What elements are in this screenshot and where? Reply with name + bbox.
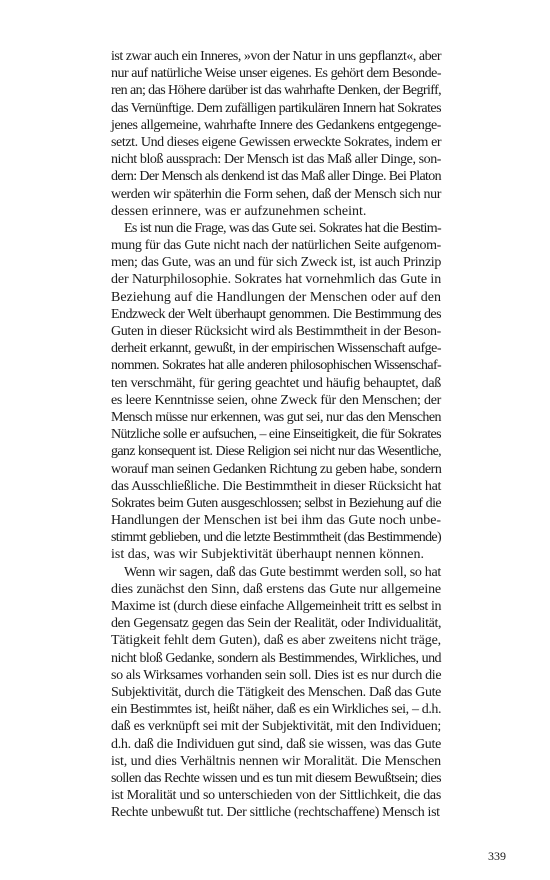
text-line: Wenn wir sagen, daß das Gute bestimmt werden soll, so hat xyxy=(124,564,441,580)
text-line: mung für das Gute nicht nach der natürlichen Seite aufgenom- xyxy=(111,238,441,254)
text-line: ist das, was wir Subjektivität überhaupt nennen können. xyxy=(111,547,424,563)
text-line: Nützliche solle er aufsuchen, – eine Einseitigkeit, die für Sokrates xyxy=(111,427,441,443)
text-line: ein Bestimmtes ist, heißt näher, daß es ein Wirkliches sei, – d.h. xyxy=(111,702,441,718)
paragraph xyxy=(111,564,441,822)
text-line: Subjektivität, durch die Tätigkeit des Menschen. Daß das Gute xyxy=(111,684,441,700)
text-line: setzt. Und dieses eigene Gewissen erweckte Sokrates, indem er xyxy=(111,134,442,150)
text-line: werden wir späterhin die Form sehen, daß der Mensch sich nur xyxy=(111,186,441,202)
paragraph xyxy=(111,220,441,564)
text-line: ganz konsequent ist. Diese Religion sei nicht nur das Wesentliche, xyxy=(111,444,441,460)
text-line: d.h. daß die Individuen gut sind, daß sie wissen, was das Gute xyxy=(111,736,441,752)
text-line: Tätigkeit fehlt dem Guten), daß es aber zweitens nicht träge, xyxy=(111,633,441,649)
text-line: der Naturphilosophie. Sokrates hat vornehmlich das Gute in xyxy=(111,272,442,288)
text-line: ten verschmäht, für gering geachtet und häufig behauptet, daß xyxy=(111,375,441,391)
text-line: stimmt geblieben, und die letzte Bestimmtheit (das Bestimmende) xyxy=(111,530,441,546)
text-line: Mensch müsse nur erkennen, was gut sei, nur das den Menschen xyxy=(111,409,441,425)
text-line: den Gegensatz gegen das Sein der Realität, oder Individualität, xyxy=(111,616,442,632)
text-line: Guten in dieser Rücksicht wird als Bestimmtheit in der Beson- xyxy=(111,324,441,339)
text-line: ren an; das Höhere darüber ist das wahrhafte Denken, der Begriff, xyxy=(111,83,442,99)
text-line: sollen das Rechte wissen und es tun mit diesem Bewußtsein; dies xyxy=(111,770,441,786)
text-line: Maxime ist (durch diese einfache Allgemeinheit tritt es selbst in xyxy=(111,599,441,614)
text-line: Handlungen der Menschen ist bei ihm das Gute noch unbe- xyxy=(111,513,441,529)
text-line: so als Wirksames vorhanden sein soll. Dies ist es nur durch die xyxy=(111,667,442,683)
text-line: daß es verknüpft sei mit der Subjektivität, mit den Individuen; xyxy=(111,719,441,735)
text-line: derheit erkannt, gewußt, in der empirischen Wissenschaft aufge- xyxy=(111,341,441,357)
text-line: ist Moralität und so unterschieden von der Sittlichkeit, die das xyxy=(111,788,441,804)
text-line: das Vernünftige. Dem zufälligen partikulären Innern hat Sokrates xyxy=(111,100,441,116)
text-line: worauf man seinen Gedanken Richtung zu geben habe, sondern xyxy=(111,461,442,477)
text-line: dies zunächst den Sinn, daß erstens das Gute nur allgemeine xyxy=(111,581,441,597)
text-line: dessen erinnere, was er aufzunehmen scheint. xyxy=(111,203,367,219)
text-line: nommen. Sokrates hat alle anderen philosophischen Wissenschaf- xyxy=(111,358,441,374)
text-line: Rechte unbewußt tut. Der sittliche (rechtschaffene) Mensch ist xyxy=(111,805,440,821)
body-text xyxy=(111,48,441,821)
text-line: jenes allgemeine, wahrhafte Innere des Gedankens entgegenge- xyxy=(111,117,441,133)
text-line: nur auf natürliche Weise unser eigenes. Es gehört dem Besonde- xyxy=(111,66,441,82)
text-line: nicht bloß aussprach: Der Mensch ist das Maß aller Dinge, son- xyxy=(111,152,441,168)
text-line: ist zwar auch ein Inneres, »von der Natur in uns gepflanzt«, aber xyxy=(111,49,441,64)
text-line: ist, und dies Verhältnis nennen wir Moralität. Die Menschen xyxy=(111,753,441,769)
text-line: Beziehung auf die Handlungen der Menschen oder auf den xyxy=(111,289,441,305)
page-number: 339 xyxy=(488,849,506,863)
paragraph xyxy=(111,48,441,220)
text-line: men; das Gute, was an und für sich Zweck ist, ist auch Prinzip xyxy=(111,255,441,271)
text-line: Sokrates beim Guten ausgeschlossen; selbst in Beziehung auf die xyxy=(111,495,441,511)
text-line: Es ist nun die Frage, was das Gute sei. Sokrates hat die Bestim- xyxy=(124,220,441,236)
text-line: dern: Der Mensch als denkend ist das Maß aller Dinge. Bei Platon xyxy=(111,169,441,185)
text-line: nicht bloß Gedanke, sondern als Bestimmendes, Wirkliches, und xyxy=(111,650,441,666)
text-line: das Ausschließliche. Die Bestimmtheit in dieser Rücksicht hat xyxy=(111,478,442,494)
text-line: Endzweck der Welt überhaupt genommen. Die Bestimmung des xyxy=(111,306,441,322)
text-line: es leere Kenntnisse seien, ohne Zweck für den Menschen; der xyxy=(111,392,441,408)
